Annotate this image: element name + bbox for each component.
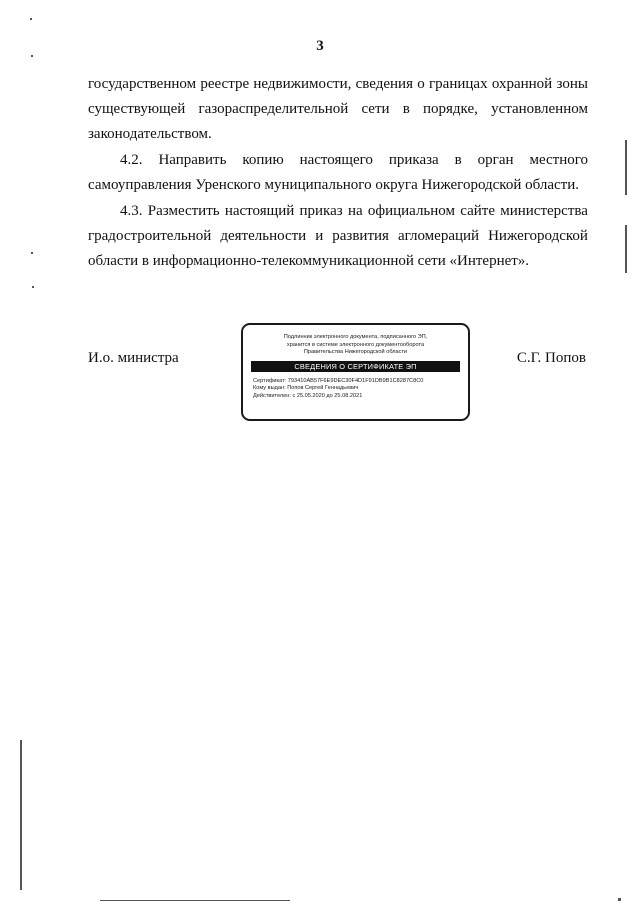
scan-mark — [625, 140, 627, 195]
paragraph-3-line-1 — [88, 199, 588, 224]
word: зоны — [556, 76, 588, 92]
word: деятельности — [220, 228, 307, 244]
paragraph-1-line-2 — [88, 97, 588, 122]
word: 4.3. — [120, 203, 143, 219]
word: недвижимости, — [253, 76, 352, 92]
word: Нижегородской — [488, 228, 588, 244]
word: существующей — [88, 101, 186, 117]
scan-mark — [20, 740, 22, 890]
signatory-name: С.Г. Попов — [516, 350, 586, 366]
paragraph-3-line-3: области в информационно-телекоммуникационной сети «Интернет». — [88, 253, 530, 269]
word: министерства — [500, 203, 588, 219]
stamp-header-line-1: Подлинник электронного документа, подписанного ЭП, — [283, 334, 428, 340]
stamp-details — [253, 378, 468, 400]
word: настоящего — [299, 152, 373, 168]
scan-mark — [618, 898, 621, 901]
word: газораспределительной — [198, 101, 349, 117]
word: на — [347, 203, 363, 219]
word: порядке, — [423, 101, 478, 117]
word: в — [454, 152, 462, 168]
paragraph-1-line-3: законодательством. — [88, 126, 212, 142]
stamp-header-line-3: Правительства Нижегородской области — [303, 349, 408, 356]
word: о — [417, 76, 425, 92]
word: градостроительной — [88, 228, 212, 244]
word: сети — [361, 101, 390, 117]
scan-mark — [32, 286, 34, 288]
word: и — [315, 228, 324, 244]
paragraph-1 — [88, 72, 588, 147]
scan-mark — [31, 55, 33, 57]
scan-mark — [100, 900, 290, 901]
word: приказа — [388, 152, 439, 168]
word: развития — [332, 228, 389, 244]
signatory-position: И.о. министра — [88, 350, 179, 366]
word: приказ — [299, 203, 343, 219]
paragraph-3 — [88, 199, 588, 274]
stamp-header — [243, 334, 468, 357]
stamp-issued-to: Кому выдан: Попов Сергей Геннадьевич — [253, 385, 359, 392]
word: охранной — [491, 76, 553, 92]
word: сведения — [355, 76, 413, 92]
page-number: 3 — [316, 38, 324, 54]
stamp-validity: Действителен: с 25.05.2020 до 25.08.2021 — [253, 392, 363, 399]
word: границах — [429, 76, 488, 92]
paragraph-2 — [88, 148, 588, 198]
word: орган — [477, 152, 514, 168]
paragraph-1-line-1 — [88, 72, 588, 97]
scan-mark — [30, 18, 32, 20]
word: местного — [529, 152, 588, 168]
word: официальном — [367, 203, 456, 219]
stamp-certificate: Сертификат: 793410AB57F6E9DEC30F4D1F91DB9B1C8287C8C0 — [253, 377, 424, 384]
word: сайте — [460, 203, 495, 219]
paragraph-2-line-1 — [88, 148, 588, 173]
word: установленном — [491, 101, 588, 117]
scan-mark — [625, 225, 627, 273]
electronic-signature-stamp — [241, 323, 470, 421]
word: настоящий — [224, 203, 295, 219]
paragraph-3-line-2 — [88, 224, 588, 249]
word: Разместить — [147, 203, 220, 219]
word: в — [402, 101, 410, 117]
word: 4.2. — [120, 152, 143, 168]
word: копию — [242, 152, 284, 168]
stamp-certificate-title: СВЕДЕНИЯ О СЕРТИФИКАТЕ ЭП — [251, 361, 460, 372]
word: агломераций — [397, 228, 480, 244]
paragraph-2-line-2: самоуправления Уренского муниципального округа Нижегородской области. — [88, 177, 580, 193]
word: Направить — [158, 152, 227, 168]
stamp-header-line-2: хранится в системе электронного документооборота — [286, 341, 425, 348]
word: государственном — [88, 76, 197, 92]
word: реестре — [200, 76, 250, 92]
scan-mark — [31, 252, 33, 254]
